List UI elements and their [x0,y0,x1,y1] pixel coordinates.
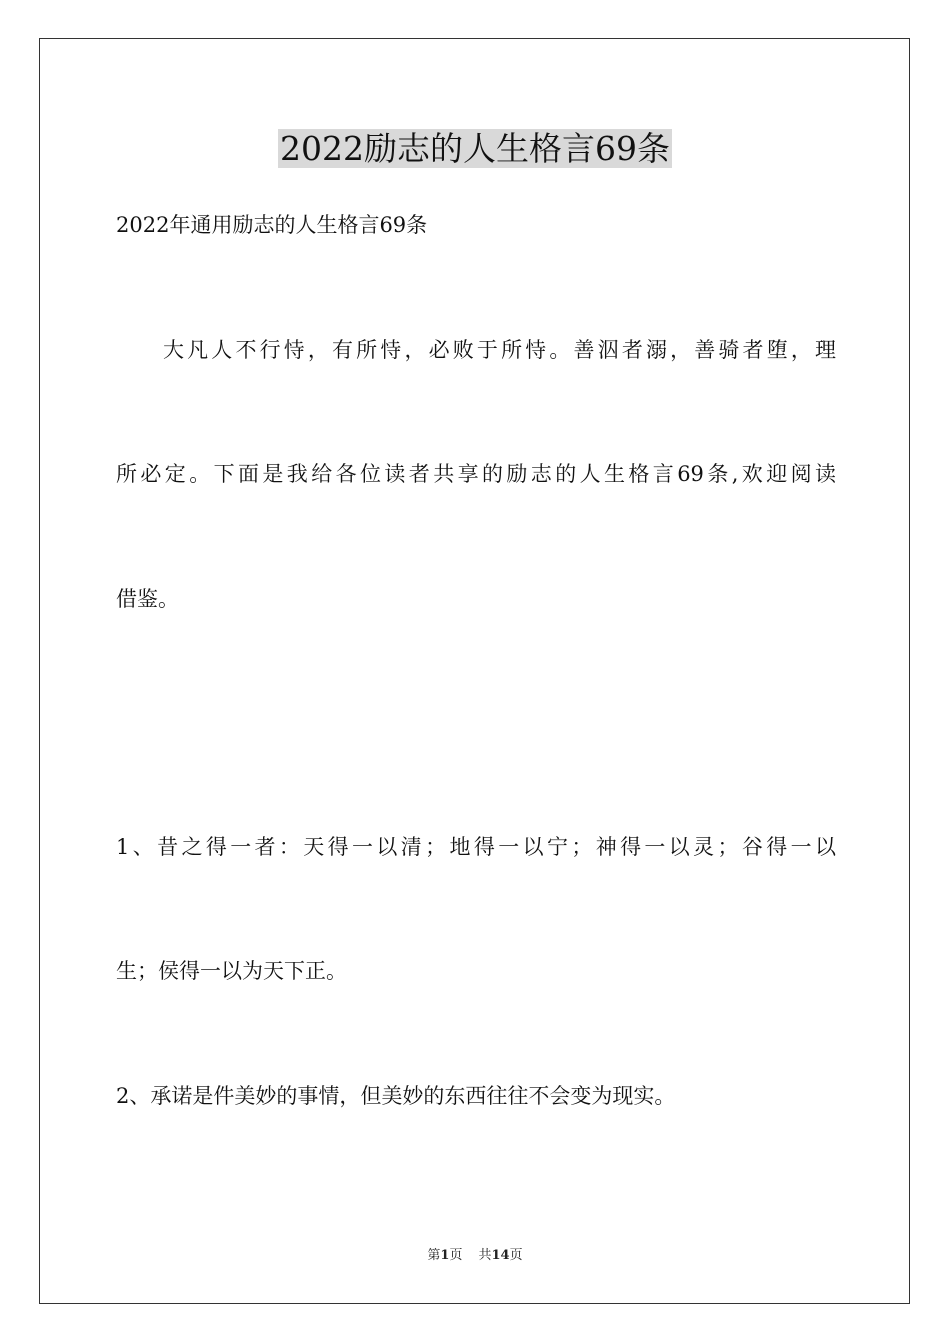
footer-page-total: 14 [491,1248,510,1263]
list-item-1-line-1: 1、昔之得一者：天得一以清；地得一以宁；神得一以灵；谷得一以 [116,835,836,859]
list-item-2-line-1: 2、承诺是件美妙的事情，但美妙的东西往往不会变为现实。 [116,1084,676,1108]
intro-line-2: 所必定。下面是我给各位读者共享的励志的人生格言69条,欢迎阅读 [116,462,836,486]
page-footer [0,1247,950,1265]
list-item-1-line-2: 生；侯得一以为天下正。 [116,959,347,983]
document-title [0,127,950,171]
footer-total-prefix: 共 [478,1248,492,1263]
footer-page-suffix: 页 [449,1248,463,1263]
intro-line-3: 借鉴。 [116,587,179,611]
footer-page-prefix: 第 [427,1248,441,1263]
footer-page-current: 1 [440,1248,450,1263]
document-title-text: 2022励志的人生格言69条 [280,129,670,168]
footer-total-suffix: 页 [509,1248,523,1263]
intro-line-1: 大凡人不行恃，有所恃，必败于所恃。善泅者溺，善骑者堕，理 [163,338,836,362]
document-subtitle: 2022年通用励志的人生格言69条 [116,213,428,237]
